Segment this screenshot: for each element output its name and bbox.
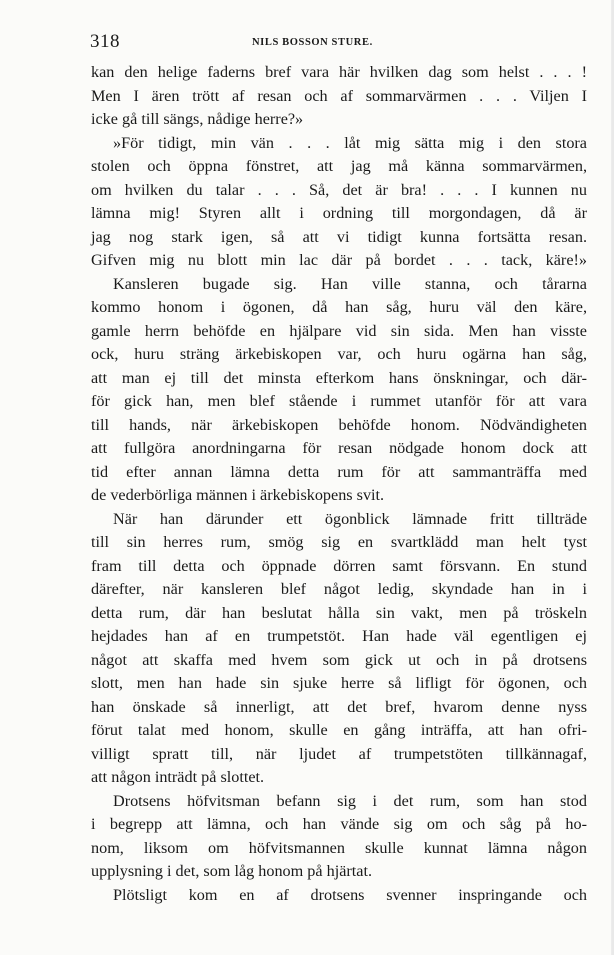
text-line: slott, men han hade sin sjuke herre så lifligt för ögonen, och xyxy=(91,674,587,692)
text-line: detta rum, där han beslutat hålla sin vakt, men på tröskeln xyxy=(91,603,587,622)
text-line: Kansleren bugade sig. Han ville stanna, och tårarna xyxy=(113,274,587,293)
text-line: nom, liksom om höfvitsmannen skulle kunnat lämna någon xyxy=(91,838,587,857)
text-line: Drotsens höfvitsman befann sig i det rum, som han stod xyxy=(113,791,587,810)
text-line: stolen och öppna fönstret, att jag må känna sommarvärmen, xyxy=(91,157,587,175)
text-line: Plötsligt kom en af drotsens svenner inspringande och xyxy=(113,885,587,904)
body-text xyxy=(91,61,587,907)
page-number: 318 xyxy=(90,31,120,52)
text-line: Gifven mig nu blott min lac där på bordet . . . tack, käre!» xyxy=(91,251,587,269)
text-line: de vederbörliga männen i ärkebiskopens svit. xyxy=(91,486,385,504)
text-line: När han därunder ett ögonblick lämnade fritt tillträde xyxy=(113,509,587,528)
text-line: jag nog stark igen, så att vi tidigt kunna fortsätta resan. xyxy=(91,227,587,246)
text-line: att fullgöra anordningarna för resan nödgade honom dock att xyxy=(91,439,587,457)
text-line: kan den helige faderns bref vara här hvilken dag som helst . . . ! xyxy=(91,63,587,81)
text-line: tid efter annan lämna detta rum för att sammanträffa med xyxy=(91,462,587,481)
text-line: han önskade så innerligt, att det bref, hvarom denne nyss xyxy=(91,697,587,716)
text-line: upplysning i det, som låg honom på hjärtat. xyxy=(91,862,372,880)
text-line: till sin herres rum, smög sig en svartklädd man helt tyst xyxy=(91,533,587,551)
text-line: lämna mig! Styren allt i ordning till morgondagen, då är xyxy=(91,204,587,222)
text-line: ock, huru sträng ärkebiskopen var, och huru ogärna han såg, xyxy=(91,345,587,363)
text-line: att man ej till det minsta efterkom hans önskningar, och där- xyxy=(91,368,587,387)
text-line: i begrepp att lämna, och han vände sig om och såg på ho- xyxy=(91,815,587,833)
text-line: till hands, när ärkebiskopen behöfde honom. Nödvändigheten xyxy=(91,415,587,434)
text-line: att någon inträdt på slottet. xyxy=(91,768,265,786)
text-line: därefter, när kansleren blef något ledig, skyndade han in i xyxy=(91,580,587,598)
text-line: fram till detta och öppnade dörren samt försvann. En stund xyxy=(91,556,587,575)
text-line: hejdades han af en trumpetstöt. Han hade väl egentligen ej xyxy=(91,627,587,645)
text-line: något att skaffa med hvem som gick ut och in på drotsens xyxy=(91,650,587,669)
running-head: NILS BOSSON STURE. xyxy=(252,37,373,48)
text-line: om hvilken du talar . . . Så, det är bra! . . . I kunnen nu xyxy=(91,180,587,199)
text-line: »För tidigt, min vän . . . låt mig sätta mig i den stora xyxy=(113,133,587,152)
text-line: Men I ären trött af resan och af sommarvärmen . . . Viljen I xyxy=(91,86,587,105)
text-line: kommo honom i ögonen, då han såg, huru väl den käre, xyxy=(91,298,587,316)
text-line: förut talat med honom, skulle en gång inträffa, att han ofri- xyxy=(91,721,587,739)
text-line: för gick han, men blef stående i rummet utanför för att vara xyxy=(91,392,587,410)
text-line: villigt spratt till, när ljudet af trumpetstöten tillkännagaf, xyxy=(91,744,587,763)
text-line: gamle herrn behöfde en hjälpare vid sin sida. Men han visste xyxy=(91,321,587,340)
text-line: icke gå till sängs, nådige herre?» xyxy=(91,110,304,128)
